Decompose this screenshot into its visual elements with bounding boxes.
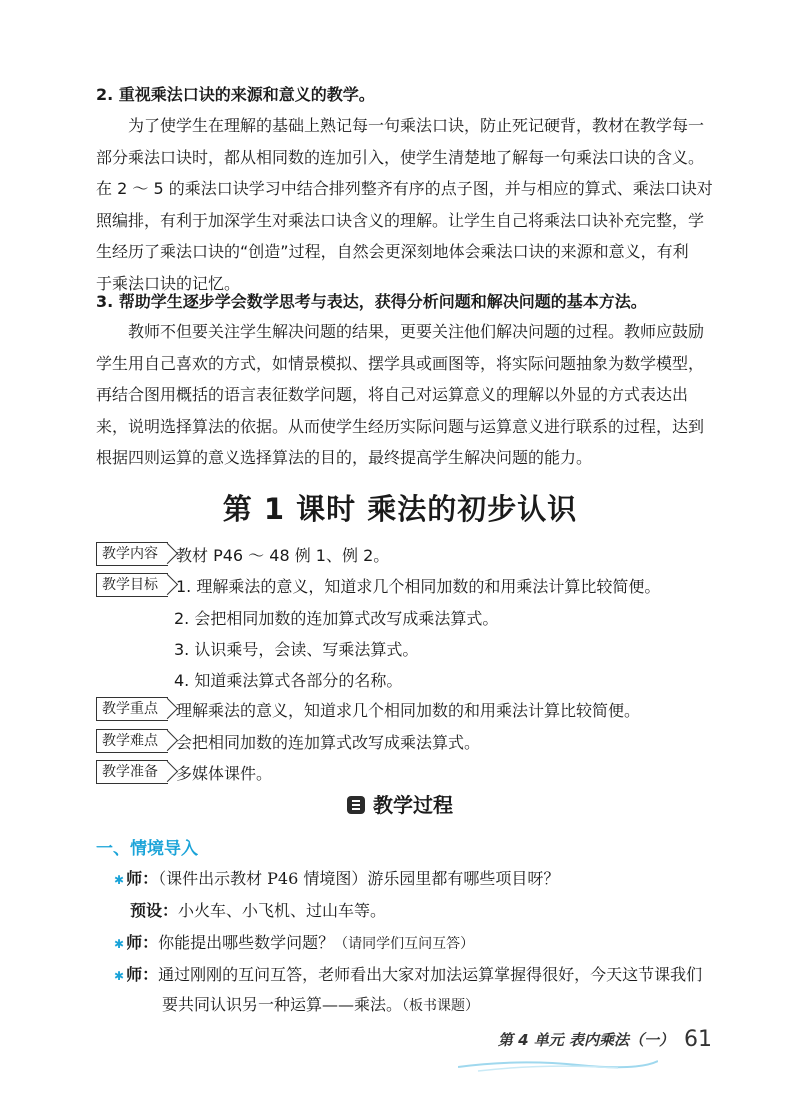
unit-label: 第 4 单元 表内乘法（一）: [497, 1031, 674, 1049]
teaching-key-tag: 教学重点: [96, 697, 168, 721]
star-icon: ✱: [114, 873, 125, 887]
decorative-swoosh: [458, 1057, 658, 1073]
teaching-difficulty-text: 会把相同加数的连加算式改写成乘法算式。: [176, 732, 481, 752]
dialog-note: （板书课题）: [402, 998, 480, 1014]
teaching-content-text: 教材 P46 ～ 48 例 1、例 2。: [176, 545, 390, 565]
dialog-line: [114, 866, 559, 889]
list-icon: [347, 796, 365, 814]
speaker-label: 师：: [126, 933, 159, 952]
teaching-goal-item: 1. 理解乘法的意义，知道求几个相同加数的和用乘法计算比较简便。: [176, 576, 661, 596]
paragraph-line: 来，说明选择算法的依据。从而使学生经历实际问题与运算意义进行联系的过程，达到: [96, 416, 705, 436]
paragraph-line: 再结合图用概括的语言表征数学问题，将自己对运算意义的理解以外显的方式表达出: [96, 385, 689, 404]
teaching-key-text: 理解乘法的意义，知道求几个相同加数的和用乘法计算比较简便。: [176, 700, 641, 720]
teaching-difficulty-row: [96, 729, 480, 753]
section-one-heading: 一、情境导入: [96, 839, 198, 859]
section3-heading: 3. 帮助学生逐步学会数学思考与表达，获得分析问题和解决问题的基本方法。: [96, 292, 647, 311]
speaker-label: 预设：: [130, 901, 179, 920]
process-title: [0, 789, 800, 818]
lesson-title: 第 1 课时 乘法的初步认识: [222, 492, 578, 526]
dialog-line: [162, 992, 479, 1015]
dialog-line: [130, 898, 386, 921]
paragraph-line: 在 2 ～ 5 的乘法口诀学习中结合排列整齐有序的点子图，并与相应的算式、乘法口诀对: [96, 179, 713, 198]
dialog-text: 要共同认识另一种运算——乘法。: [162, 995, 403, 1014]
process-title-text: 教学过程: [373, 793, 453, 817]
page-number: 61: [684, 1027, 712, 1052]
section3-paragraph: [96, 316, 726, 474]
section2-paragraph: [96, 110, 726, 299]
teaching-goals-tag: 教学目标: [96, 573, 168, 597]
section2-heading: 2. 重视乘法口诀的来源和意义的教学。: [96, 85, 375, 104]
paragraph-line: 教师不但要关注学生解决问题的结果，更要关注他们解决问题的过程。教师应鼓励: [128, 322, 705, 341]
dialog-note: （请同学们互问互答）: [334, 936, 475, 952]
teaching-key-row: [96, 697, 640, 721]
teaching-difficulty-tag: 教学难点: [96, 729, 168, 753]
teaching-goal-item: 2. 会把相同加数的连加算式改写成乘法算式。: [174, 609, 499, 628]
dialog-text: 你能提出哪些数学问题？: [158, 933, 335, 952]
teaching-goal-item: 4. 知道乘法算式各部分的名称。: [174, 671, 403, 690]
paragraph-line: 生经历了乘法口诀的“创造”过程，自然会更深刻地体会乘法口诀的来源和意义，有利: [96, 242, 689, 261]
teaching-goal-item: 3. 认识乘号，会读、写乘法算式。: [174, 640, 419, 659]
dialog-text: （课件出示教材 P46 情境图）游乐园里都有哪些项目呀？: [158, 869, 560, 888]
paragraph-line: 照编排，有利于加深学生对乘法口诀含义的理解。让学生自己将乘法口诀补充完整，学: [96, 210, 705, 230]
paragraph-line: 学生用自己喜欢的方式，如情景模拟、摆学具或画图等，将实际问题抽象为数学模型，: [96, 353, 705, 373]
paragraph-line: 部分乘法口诀时，都从相同数的连加引入，使学生清楚地了解每一句乘法口诀的含义。: [96, 147, 705, 167]
speaker-label: 师：: [126, 869, 159, 888]
dialog-line: [114, 930, 474, 953]
teaching-prep-row: [96, 760, 272, 784]
teaching-content-row: [96, 542, 389, 566]
star-icon: ✱: [114, 937, 125, 951]
paragraph-line: 为了使学生在理解的基础上熟记每一句乘法口诀，防止死记硬背，教材在教学每一: [128, 116, 705, 135]
dialog-text: 通过刚刚的互问互答，老师看出大家对加法运算掌握得很好，今天这节课我们: [158, 965, 703, 984]
dialog-text: 小火车、小飞机、过山车等。: [178, 901, 387, 920]
teaching-goals-row: [96, 573, 660, 597]
page-footer: [498, 1027, 712, 1052]
dialog-line: [114, 962, 702, 985]
teaching-prep-text: 多媒体课件。: [176, 763, 273, 783]
paragraph-line: 根据四则运算的意义选择算法的目的，最终提高学生解决问题的能力。: [96, 448, 593, 467]
teaching-content-tag: 教学内容: [96, 542, 168, 566]
speaker-label: 师：: [126, 965, 159, 984]
star-icon: ✱: [114, 969, 125, 983]
teaching-prep-tag: 教学准备: [96, 760, 168, 784]
paragraph-line: 于乘法口诀的记忆。: [96, 273, 241, 293]
